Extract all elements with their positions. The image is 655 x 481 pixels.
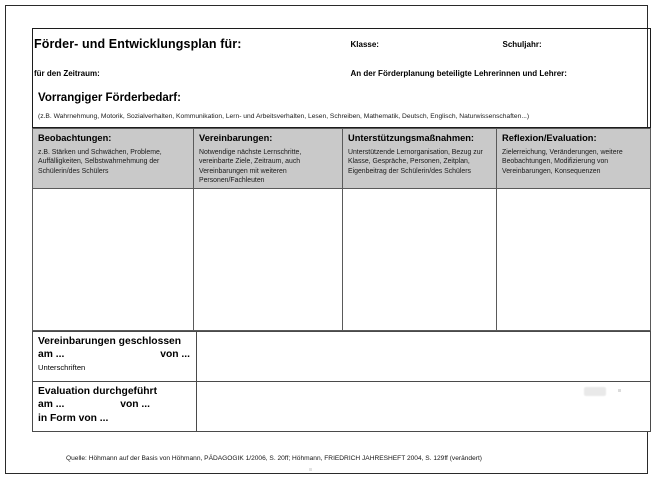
agreements-block <box>32 331 651 432</box>
scan-artifact <box>584 387 606 396</box>
foerderbedarf-heading: Vorrangiger Förderbedarf: <box>38 92 181 104</box>
header-row-period <box>33 59 651 87</box>
scan-speck <box>309 468 312 471</box>
schuljahr-cell[interactable] <box>502 29 651 60</box>
planning-matrix <box>32 128 651 331</box>
column-description: Zielerreichung, Veränderungen, weitere Beobachtungen, Modifizierung von Vereinbarungen, Konsequenzen <box>502 149 623 175</box>
evaluation-in-form: in Form von ... <box>38 412 109 424</box>
source-citation: Quelle: Höhmann auf der Basis von Höhmann, PÄDAGOGIK 1/2006, S. 20ff; Höhmann, FRIEDRICH JAHRESHEFT 2004, S. 129ff (verändert) <box>66 455 482 462</box>
beteiligte-lehrer-cell[interactable] <box>350 59 651 87</box>
evaluation-value-cell[interactable] <box>197 381 651 431</box>
matrix-col-header-reflexion-evaluation <box>497 129 651 189</box>
matrix-col-header-beobachtungen <box>33 129 194 189</box>
klasse-cell[interactable] <box>350 29 502 60</box>
schuljahr-label: Schuljahr: <box>502 39 542 49</box>
column-description: Notwendige nächste Lernschritte, vereinbarte Ziele, Zeitraum, auch Vereinbarungen mit weiteren Personen/Fachleuten <box>199 149 302 185</box>
agreement-closed-row <box>33 331 651 381</box>
evaluation-heading: Evaluation durchgeführt <box>38 385 157 397</box>
column-description: Unterstützende Lernorganisation, Bezug zur Klasse, Gespräche, Personen, Zeitplan, Eigenbeitrag der Schülerin/des Schülers <box>348 149 483 175</box>
matrix-col-header-vereinbarungen <box>194 129 343 189</box>
zeitraum-label: für den Zeitraum: <box>34 68 100 78</box>
foerderbedarf-cell <box>33 87 651 128</box>
form-header-block <box>32 28 651 128</box>
matrix-header-row <box>33 129 651 189</box>
evaluation-am: am ... <box>38 399 65 411</box>
agreement-closed-am: am ... <box>38 349 65 361</box>
evaluation-label-cell <box>33 381 197 431</box>
column-heading: Unterstützungsmaßnahmen: <box>348 133 475 143</box>
beteiligte-lehrer-label: An der Förderplanung beteiligte Lehrerinnen und Lehrer: <box>350 68 567 78</box>
page-title: Förder- und Entwicklungsplan für: <box>34 36 242 51</box>
matrix-body-unterstuetzungsmassnahmen[interactable] <box>343 188 497 330</box>
evaluation-date-line <box>38 398 150 412</box>
header-row-foerderbedarf <box>33 87 651 128</box>
evaluation-row <box>33 381 651 431</box>
scanned-page-frame <box>5 5 648 474</box>
matrix-col-header-unterstuetzungsmassnahmen <box>343 129 497 189</box>
matrix-body-beobachtungen[interactable] <box>33 188 194 330</box>
column-heading: Beobachtungen: <box>38 133 112 143</box>
column-heading: Vereinbarungen: <box>199 133 273 143</box>
column-description: z.B. Stärken und Schwächen, Probleme, Auffälligkeiten, Selbstwahrnehmung der Schülerin/des Schülers <box>38 149 162 175</box>
agreement-closed-von: von ... <box>160 349 190 361</box>
matrix-body-reflexion-evaluation[interactable] <box>497 188 651 330</box>
matrix-body-row <box>33 188 651 330</box>
scan-speck <box>618 389 621 392</box>
agreement-closed-heading: Vereinbarungen geschlossen <box>38 335 182 347</box>
zeitraum-cell[interactable] <box>33 59 350 87</box>
foerderplan-form <box>32 28 650 432</box>
matrix-body-vereinbarungen[interactable] <box>194 188 343 330</box>
klasse-label: Klasse: <box>350 39 379 49</box>
foerderbedarf-note: (z.B. Wahrnehmung, Motorik, Sozialverhalten, Kommunikation, Lern- und Arbeitsverhalten, Lesen, Schreiben, Mathematik, Deutsch, Englisch, Naturwissenschaften...) <box>38 113 530 120</box>
agreement-closed-label-cell <box>33 331 197 381</box>
agreement-closed-signatures-label: Unterschriften <box>38 362 86 372</box>
evaluation-von: von ... <box>120 399 150 411</box>
title-cell <box>33 29 350 60</box>
header-row-title <box>33 29 651 60</box>
agreement-closed-date-line <box>38 348 190 362</box>
column-heading: Reflexion/Evaluation: <box>502 133 597 143</box>
agreement-closed-value-cell[interactable] <box>197 331 651 381</box>
